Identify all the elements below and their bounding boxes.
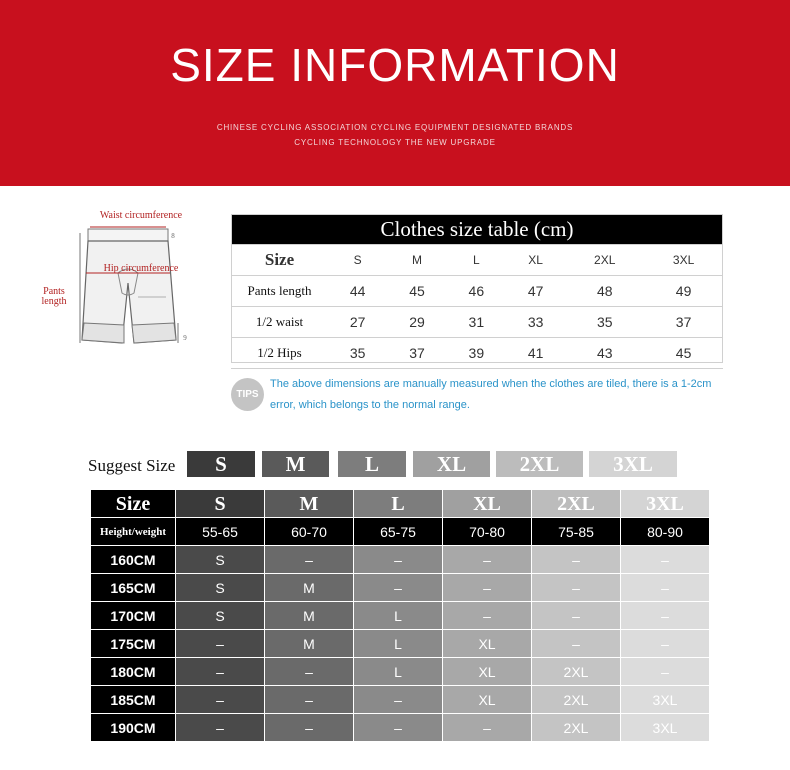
grid-cell: – [176, 714, 265, 742]
table-cell: 29 [387, 307, 446, 338]
header-banner [0, 0, 790, 186]
grid-weight-range: 55-65 [176, 518, 265, 546]
grid-cell: – [443, 546, 532, 574]
grid-cell: – [532, 602, 621, 630]
grid-weight-range: 75-85 [532, 518, 621, 546]
grid-cell: – [265, 546, 354, 574]
suggest-size-box: 2XL [496, 451, 583, 477]
grid-cell: – [443, 602, 532, 630]
grid-cell: – [621, 658, 710, 686]
grid-cell: – [621, 546, 710, 574]
table-cell: 31 [447, 307, 506, 338]
grid-size-col-header: 2XL [532, 490, 621, 518]
table-cell: 44 [328, 276, 387, 307]
grid-hw-header: Height/weight [91, 518, 176, 546]
marker-9: 9 [183, 334, 187, 342]
banner-subtitle-2: CYCLING TECHNOLOGY THE NEW UPGRADE [294, 138, 496, 147]
size-col-header: L [447, 245, 506, 276]
grid-cell: – [354, 574, 443, 602]
tips-icon: TIPS [231, 378, 264, 411]
grid-cell: – [265, 658, 354, 686]
grid-row-height: 160CM [91, 546, 176, 574]
grid-cell: L [354, 602, 443, 630]
row-label: 1/2 Hips [231, 338, 328, 369]
grid-cell: 3XL [621, 686, 710, 714]
grid-cell: – [443, 714, 532, 742]
banner-subtitle-1: CHINESE CYCLING ASSOCIATION CYCLING EQUIPMENT DESIGNATED BRANDS [216, 123, 574, 132]
table-cell: 48 [565, 276, 644, 307]
table-row [231, 338, 723, 369]
grid-cell: XL [443, 630, 532, 658]
grid-cell: S [176, 546, 265, 574]
grid-cell: M [265, 574, 354, 602]
grid-cell: M [265, 602, 354, 630]
size-col-header: 3XL [644, 245, 723, 276]
table-cell: 41 [506, 338, 565, 369]
pants-diagram [38, 205, 198, 365]
size-col-header: XL [506, 245, 565, 276]
tips-text [270, 374, 760, 416]
grid-cell: – [265, 686, 354, 714]
suggest-size-label: Suggest Size [88, 456, 176, 475]
grid-row-height: 165CM [91, 574, 176, 602]
grid-cell: – [176, 630, 265, 658]
grid-row-height: 170CM [91, 602, 176, 630]
table-row [231, 276, 723, 307]
grid-size-col-header: S [176, 490, 265, 518]
marker-8: 8 [171, 232, 175, 240]
grid-size-header: Size [91, 490, 176, 518]
suggest-size-box: M [262, 451, 329, 477]
grid-cell: 2XL [532, 686, 621, 714]
clothes-table-title: Clothes size table (cm) [231, 214, 723, 245]
grid-cell: – [354, 686, 443, 714]
table-cell: 33 [506, 307, 565, 338]
grid-cell: – [532, 546, 621, 574]
grid-row-height: 180CM [91, 658, 176, 686]
size-col-header: 2XL [565, 245, 644, 276]
grid-size-col-header: XL [443, 490, 532, 518]
table-cell: 35 [328, 338, 387, 369]
suggest-size-box: 3XL [589, 451, 677, 477]
suggest-size-box: S [187, 451, 255, 477]
size-col-header: S [328, 245, 387, 276]
table-cell: 46 [447, 276, 506, 307]
table-cell: 27 [328, 307, 387, 338]
suggest-size-box: L [338, 451, 406, 477]
grid-cell: XL [443, 686, 532, 714]
grid-cell: S [176, 574, 265, 602]
table-row [231, 307, 723, 338]
size-header: Size [231, 245, 328, 276]
tips-line-2: error, which belongs to the normal range. [270, 399, 470, 411]
grid-weight-range: 80-90 [621, 518, 710, 546]
grid-cell: L [354, 658, 443, 686]
grid-cell: – [176, 658, 265, 686]
grid-weight-range: 70-80 [443, 518, 532, 546]
waist-label: Waist circumference [99, 210, 183, 221]
grid-cell: – [621, 630, 710, 658]
grid-cell: – [621, 574, 710, 602]
row-label: Pants length [231, 276, 328, 307]
grid-cell: 2XL [532, 714, 621, 742]
table-cell: 49 [644, 276, 723, 307]
tips-line-1: The above dimensions are manually measured when the clothes are tiled, there is a 1-2cm [270, 378, 712, 390]
grid-cell: – [621, 602, 710, 630]
suggest-size-box: XL [413, 451, 490, 477]
table-cell: 37 [644, 307, 723, 338]
table-cell: 43 [565, 338, 644, 369]
grid-row-height: 190CM [91, 714, 176, 742]
grid-cell: – [532, 574, 621, 602]
table-cell: 35 [565, 307, 644, 338]
grid-cell: – [354, 546, 443, 574]
grid-size-col-header: M [265, 490, 354, 518]
grid-weight-range: 60-70 [265, 518, 354, 546]
grid-cell: – [176, 686, 265, 714]
clothes-size-table [231, 214, 723, 369]
grid-row-height: 185CM [91, 686, 176, 714]
page-title: SIZE INFORMATION [170, 39, 620, 91]
grid-cell: 2XL [532, 658, 621, 686]
grid-cell: – [443, 574, 532, 602]
table-cell: 37 [387, 338, 446, 369]
grid-cell: – [265, 714, 354, 742]
grid-row-height: 175CM [91, 630, 176, 658]
grid-cell: – [354, 714, 443, 742]
table-cell: 45 [387, 276, 446, 307]
grid-cell: 3XL [621, 714, 710, 742]
length-label: Pants length [41, 286, 67, 307]
grid-cell: S [176, 602, 265, 630]
row-label: 1/2 waist [231, 307, 328, 338]
table-header-row [231, 245, 723, 276]
hip-label: Hip circumference [103, 263, 179, 274]
grid-cell: XL [443, 658, 532, 686]
grid-size-col-header: 3XL [621, 490, 710, 518]
grid-cell: – [532, 630, 621, 658]
table-cell: 45 [644, 338, 723, 369]
shorts-illustration [38, 205, 198, 365]
grid-cell: M [265, 630, 354, 658]
table-cell: 47 [506, 276, 565, 307]
table-cell: 39 [447, 338, 506, 369]
size-col-header: M [387, 245, 446, 276]
grid-size-col-header: L [354, 490, 443, 518]
grid-cell: L [354, 630, 443, 658]
grid-weight-range: 65-75 [354, 518, 443, 546]
